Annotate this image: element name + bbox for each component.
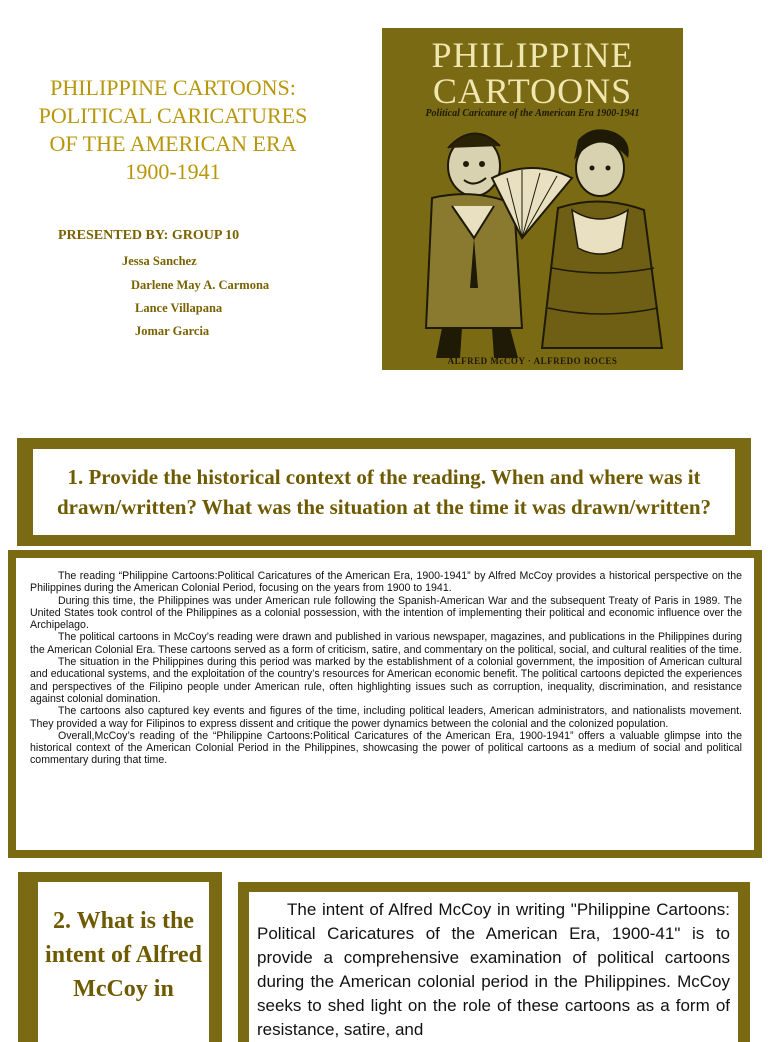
member-name: Jessa Sanchez — [122, 254, 197, 268]
answer-2-body — [249, 892, 738, 1042]
question-2-text: 2. What is the intent of Alfred McCoy in — [38, 882, 209, 1042]
answer-1-frame — [8, 550, 762, 858]
presented-by-label: PRESENTED BY: GROUP 10 — [58, 228, 240, 243]
answer-1-body — [16, 558, 754, 850]
question-1-text: 1. Provide the historical context of the reading. When and where was it drawn/written? What was the situation at the time it was drawn/written? — [33, 449, 735, 535]
answer-1-paragraph: The political cartoons in McCoy’s reading were drawn and published in various newspaper, magazines, and publications in the Philippines during the American Colonial Era. These cartoons served as a form of criticism, satire, and commentary on the political, social, and cultural realities of the time. — [30, 631, 742, 656]
answer-1-paragraph: The situation in the Philippines during this period was marked by the establishment of a colonial government, the imposition of American cultural and educational systems, and the exploitation of the country’s resources for American economic benefit. The political cartoons depicted the experiences and perspectives of the Filipino people under American rule, often highlighting issues such as corruption, inequality, discrimination, and resistance against colonial domination. — [30, 656, 742, 705]
question-2-frame — [18, 872, 222, 1042]
answer-1-paragraph: The cartoons also captured key events and figures of the time, including political leaders, American administrators, and nationalists movement. They provided a way for Filipinos to express dissent and critique the power dynamics between the colonial and the colonized population. — [30, 705, 742, 730]
answer-2-frame — [238, 882, 750, 1042]
book-cover-image — [382, 28, 683, 370]
cover-subtitle: Political Caricature of the American Era 1900-1941 — [425, 108, 640, 119]
page-title: PHILIPPINE CARTOONS: POLITICAL CARICATURES OF THE AMERICAN ERA 1900-1941 — [38, 75, 308, 184]
cover-title-line2: CARTOONS — [432, 71, 633, 111]
answer-2-paragraph: The intent of Alfred McCoy in writing "Philippine Cartoons: Political Caricatures of the American Era, 1900-41" is to provide a comprehensive examination of political cartoons during the American colonial period in the Philippines. McCoy seeks to shed light on the role of these cartoons as a form of resistance, satire, and — [257, 900, 730, 1039]
answer-1-paragraph: During this time, the Philippines was under American rule following the Spanish-American War and the subsequent Treaty of Paris in 1989. The United States took control of the Philippines as a colonial possession, with the intention of implementing their political and economic influence over the Archipelago. — [30, 594, 742, 632]
member-name: Darlene May A. Carmona — [131, 278, 270, 292]
member-name: Jomar Garcia — [135, 324, 210, 338]
question-1-frame — [17, 438, 751, 546]
cover-title-line1: PHILIPPINE — [431, 35, 634, 75]
answer-1-paragraph: The reading “Philippine Cartoons:Political Caricatures of the American Era, 1900-1941” by Alfred McCoy provides a historical perspective on the Philippines during the American Colonial Period, focusing on the years from 1900 to 1941. — [30, 570, 742, 595]
cover-authors: ALFRED McCOY · ALFREDO ROCES — [447, 356, 618, 366]
member-name: Lance Villapana — [135, 301, 223, 315]
answer-1-paragraph: Overall,McCoy’s reading of the “Philippine Cartoons:Political Caricatures of the American Era, 1900-1941” offers a valuable glimpse into the historical context of the American Colonial Period in the Philippines, showcasing the power of political cartoons as a medium of social and political commentary during that time. — [30, 729, 742, 767]
